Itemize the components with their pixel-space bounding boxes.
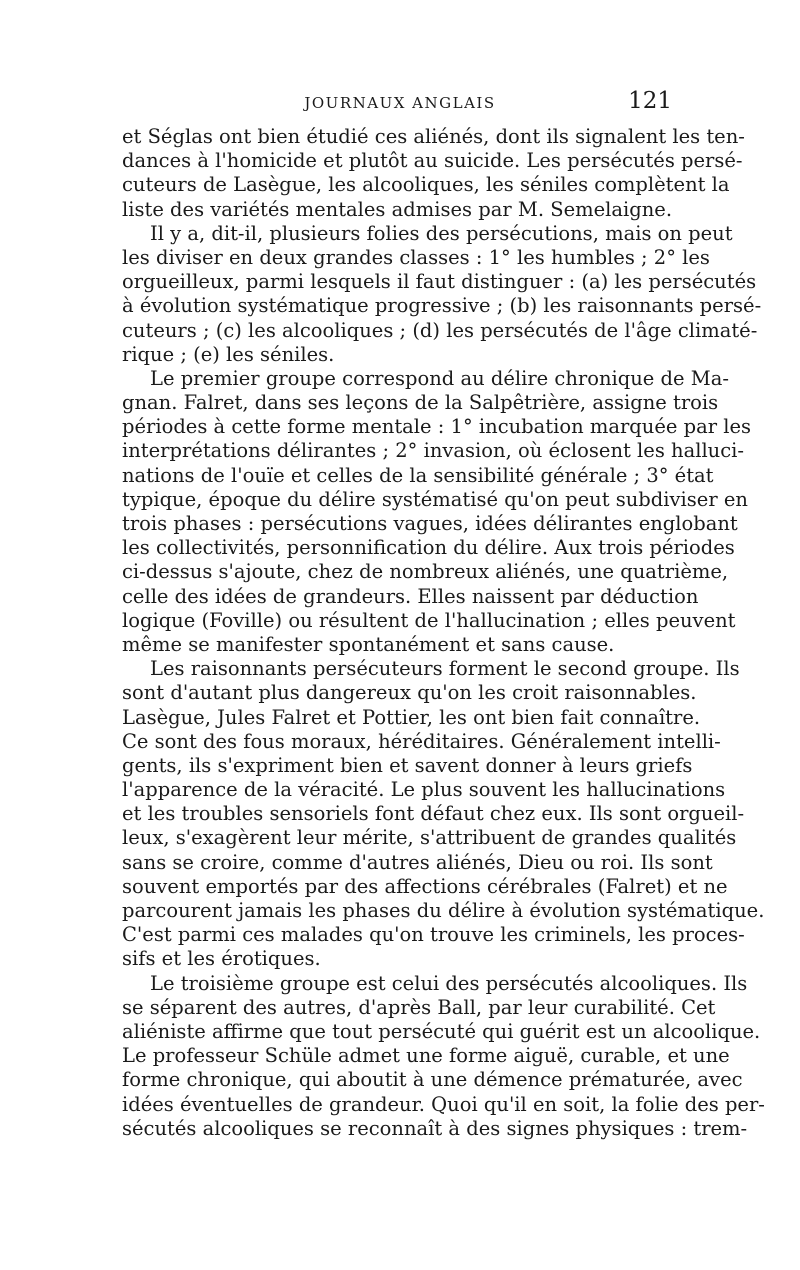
text-line: ci-dessus s'ajoute, chez de nombreux aliénés, une quatrième, xyxy=(122,560,729,584)
text-line: nations de l'ouïe et celles de la sensibilité générale ; 3° état xyxy=(122,463,714,487)
text-line: leux, s'exagèrent leur mérite, s'attribuent de grandes qualités xyxy=(122,826,737,850)
text-line: Le troisième groupe est celui des persécutés alcooliques. Ils xyxy=(150,971,748,995)
text-line: sont d'autant plus dangereux qu'on les croit raisonnables. xyxy=(122,681,697,705)
text-line: orgueilleux, parmi lesquels il faut distinguer : (a) les persécutés xyxy=(122,270,757,294)
running-head xyxy=(122,88,678,120)
text-line: Il y a, dit-il, plusieurs folies des persécutions, mais on peut xyxy=(150,221,733,245)
paragraph xyxy=(122,971,765,1141)
text-line: Le professeur Schüle admet une forme aiguë, curable, et une xyxy=(122,1044,730,1068)
text-line: même se manifester spontanément et sans cause. xyxy=(122,632,615,656)
text-line: l'apparence de la véracité. Le plus souvent les hallucinations xyxy=(122,778,726,802)
text-line: Lasègue, Jules Falret et Pottier, les ont bien fait connaître. xyxy=(122,705,701,729)
text-line: et Séglas ont bien étudié ces aliénés, dont ils signalent les ten- xyxy=(122,125,745,148)
text-line: sans se croire, comme d'autres aliénés, Dieu ou roi. Ils sont xyxy=(122,850,713,874)
page-number: 121 xyxy=(628,88,672,114)
text-line: trois phases : persécutions vagues, idées délirantes englobant xyxy=(122,512,738,535)
text-line: sécutés alcooliques se reconnaît à des signes physiques : trem- xyxy=(122,1116,748,1140)
text-line: et les troubles sensoriels font défaut chez eux. Ils sont orgueil- xyxy=(122,802,745,826)
text-line: les diviser en deux grandes classes : 1° les humbles ; 2° les xyxy=(122,245,710,269)
text-line: souvent emportés par des affections cérébrales (Falret) et ne xyxy=(122,874,728,898)
text-line: les collectivités, personnification du délire. Aux trois périodes xyxy=(122,536,735,560)
text-line: cuteurs de Lasègue, les alcooliques, les séniles complètent la xyxy=(122,173,730,197)
text-line: cuteurs ; (c) les alcooliques ; (d) les persécutés de l'âge climaté- xyxy=(122,318,758,342)
text-line: à évolution systématique progressive ; (b) les raisonnants persé- xyxy=(122,294,762,318)
text-line: Le premier groupe correspond au délire chronique de Ma- xyxy=(150,366,729,390)
running-title: JOURNAUX ANGLAIS xyxy=(304,94,496,112)
text-line: Ce sont des fous moraux, héréditaires. Généralement intelli- xyxy=(122,729,721,753)
text-line: sifs et les érotiques. xyxy=(122,947,321,971)
paragraph xyxy=(122,125,745,222)
text-line: idées éventuelles de grandeur. Quoi qu'il en soit, la folie des per- xyxy=(122,1092,765,1116)
text-line: gents, ils s'expriment bien et savent donner à leurs griefs xyxy=(122,753,693,777)
text-line: dances à l'homicide et plutôt au suicide. Les persécutés persé- xyxy=(122,149,743,173)
paragraph xyxy=(122,657,765,971)
paragraph xyxy=(122,221,762,367)
text-line: typique, époque du délire systématisé qu'on peut subdiviser en xyxy=(122,487,748,511)
text-line: périodes à cette forme mentale : 1° incubation marquée par les xyxy=(122,415,752,439)
text-line: rique ; (e) les séniles. xyxy=(122,342,335,366)
text-line: Les raisonnants persécuteurs forment le second groupe. Ils xyxy=(150,657,740,681)
body-text xyxy=(122,125,765,1141)
paragraph xyxy=(122,366,752,657)
text-line: gnan. Falret, dans ses leçons de la Salpêtrière, assigne trois xyxy=(122,391,719,415)
text-line: parcourent jamais les phases du délire à évolution systématique. xyxy=(122,899,765,922)
text-line: se séparent des autres, d'après Ball, par leur curabilité. Cet xyxy=(122,995,716,1019)
text-line: logique (Foville) ou résultent de l'hallucination ; elles peuvent xyxy=(122,608,736,632)
text-line: interprétations délirantes ; 2° invasion, où éclosent les halluci- xyxy=(122,439,744,463)
text-line: liste des variétés mentales admises par M. Semelaigne. xyxy=(122,197,673,221)
text-line: C'est parmi ces malades qu'on trouve les criminels, les proces- xyxy=(122,923,745,947)
text-line: celle des idées de grandeurs. Elles naissent par déduction xyxy=(122,584,699,608)
text-line: aliéniste affirme que tout persécuté qui guérit est un alcoolique. xyxy=(122,1019,761,1043)
text-line: forme chronique, qui aboutit à une démence prématurée, avec xyxy=(122,1068,743,1092)
